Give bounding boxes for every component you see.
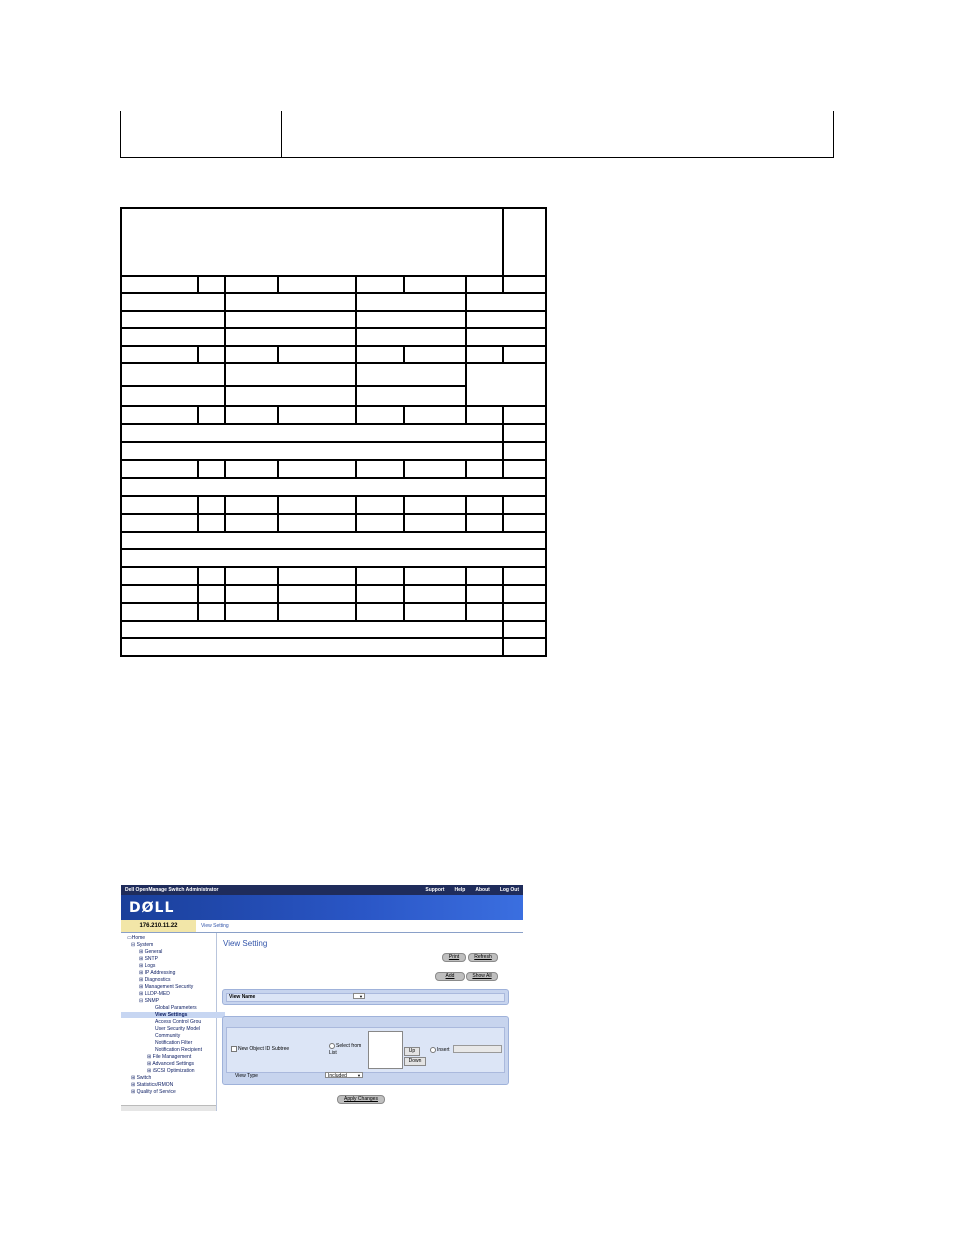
main-panel [217, 933, 523, 1111]
tree-item[interactable] [121, 1054, 191, 1060]
grid-column-line [502, 405, 504, 423]
grid-column-line [502, 345, 504, 362]
tree-item[interactable] [121, 1068, 195, 1074]
app-title: Dell OpenManage Switch Administrator [125, 887, 219, 893]
tree-item-label: Switch [136, 1075, 152, 1081]
insert-label: Insert [437, 1047, 450, 1053]
tree-item[interactable] [121, 956, 158, 962]
plus-icon[interactable]: ⊞ [139, 991, 145, 997]
grid-column-line [224, 292, 226, 345]
plus-icon[interactable]: ⊞ [139, 977, 145, 983]
plus-icon[interactable]: ⊞ [147, 1061, 153, 1067]
tree-item[interactable] [121, 949, 162, 955]
grid-column-line [277, 405, 279, 423]
grid-column-line [502, 207, 504, 275]
tree-item[interactable] [121, 1005, 197, 1011]
tree-item-label: Notification Recipient [155, 1047, 202, 1053]
tree-item[interactable] [121, 1061, 194, 1067]
grid-row-line [122, 385, 465, 387]
grid-row-line [122, 477, 547, 479]
view-type-select[interactable] [325, 1072, 363, 1078]
grid-column-line [403, 275, 405, 292]
grid-row-line [122, 566, 547, 568]
grid-column-line [355, 362, 357, 405]
minus-icon[interactable]: ⊟ [131, 942, 137, 948]
grid-column-line [277, 602, 279, 620]
grid-column-line [403, 405, 405, 423]
help-link[interactable]: Help [454, 887, 466, 893]
up-button[interactable]: Up [404, 1047, 420, 1056]
address-bar [121, 920, 523, 933]
tree-item[interactable] [121, 991, 170, 997]
tree-item[interactable] [121, 942, 153, 948]
grid-column-line [197, 459, 199, 477]
grid-row-line [122, 531, 547, 533]
grid-column-line [224, 275, 226, 292]
grid-column-line [502, 602, 504, 620]
grid-column-line [465, 292, 467, 345]
down-button[interactable]: Down [404, 1057, 426, 1066]
plus-icon[interactable]: ⊞ [131, 1089, 137, 1095]
tree-item[interactable] [121, 970, 175, 976]
view-type-value: Included [328, 1073, 347, 1079]
grid-row-line [122, 441, 547, 443]
grid-row-line [122, 310, 547, 312]
grid-column-line [277, 275, 279, 292]
grid-column-line [502, 275, 504, 292]
grid-column-line [502, 423, 504, 459]
grid-column-line [197, 602, 199, 620]
device-ip: 176.210.11.22 [121, 920, 196, 932]
grid-row-line [122, 548, 547, 550]
tree-item[interactable] [121, 977, 170, 983]
grid-row-line [122, 327, 547, 329]
grid-column-line [502, 459, 504, 477]
plus-icon[interactable]: ⊞ [147, 1068, 153, 1074]
tree-item[interactable] [121, 1026, 200, 1032]
grid-column-line [277, 345, 279, 362]
app-titlebar [121, 885, 523, 895]
grid-column-line [355, 275, 357, 292]
grid-column-line [403, 566, 405, 584]
tree-item[interactable] [121, 1047, 202, 1053]
plus-icon[interactable]: ⊞ [139, 963, 145, 969]
grid-column-line [224, 345, 226, 362]
tree-item-label: View Settings [155, 1012, 188, 1018]
grid-row-line [122, 584, 547, 586]
grid-column-line [277, 584, 279, 602]
tree-item-label: iSCSI Optimization [152, 1068, 195, 1074]
new-subtree-label: New Object ID Subtree [238, 1046, 290, 1052]
grid-column-line [403, 584, 405, 602]
tree-item[interactable] [121, 1033, 180, 1039]
grid-column-line [465, 345, 467, 362]
plus-icon[interactable]: ⊞ [139, 984, 145, 990]
grid-row-line [122, 275, 547, 277]
tree-item-label: Diagnostics [144, 977, 171, 983]
view-name-label: View Name [229, 994, 256, 1000]
tree-item[interactable] [121, 1075, 151, 1081]
grid-column-line [355, 495, 357, 513]
grid-column-line [197, 584, 199, 602]
grid-row-line [122, 637, 547, 639]
grid-column-line [277, 495, 279, 513]
folder-icon[interactable]: ▭ [127, 935, 132, 941]
breadcrumb: View Setting [201, 923, 229, 929]
new-subtree-checkbox[interactable] [231, 1046, 237, 1052]
grid-column-line [197, 495, 199, 513]
tree-item-label: Global Parameters [155, 1005, 197, 1011]
grid-column-line [403, 459, 405, 477]
tree-item[interactable] [121, 1040, 192, 1046]
grid-column-line [403, 602, 405, 620]
tree-item-label: Management Security [144, 984, 194, 990]
tree-item-label: Logs [144, 963, 156, 969]
grid-column-line [197, 275, 199, 292]
tree-item-label: General [144, 949, 163, 955]
select-from-list-label: Select from List [329, 1043, 362, 1056]
grid-column-line [224, 513, 226, 531]
header-links [425, 887, 519, 893]
tree-item-label: Home [131, 935, 146, 941]
tree-item-label: IP Addressing [144, 970, 176, 976]
tree-item-label: Community [155, 1033, 181, 1039]
refresh-button[interactable]: Refresh [468, 953, 498, 962]
plus-icon[interactable]: ⊞ [131, 1075, 137, 1081]
grid-column-line [197, 566, 199, 584]
minus-icon[interactable]: ⊟ [139, 998, 145, 1004]
grid-column-line [465, 275, 467, 292]
embedded-screenshot [121, 885, 523, 1111]
grid-column-line [502, 513, 504, 531]
grid-column-line [224, 405, 226, 423]
subtree-panel [222, 1016, 509, 1085]
chevron-down-icon: ▼ [357, 1073, 361, 1078]
plus-icon[interactable]: ⊞ [139, 970, 145, 976]
tree-item-label: SNTP [144, 956, 158, 962]
brand-banner [121, 895, 523, 920]
tree-item-label: Notification Filter [155, 1040, 193, 1046]
grid-column-line [355, 584, 357, 602]
view-type-label: View Type [235, 1073, 258, 1079]
grid-column-line [355, 405, 357, 423]
grid-column-line [197, 345, 199, 362]
grid-column-line [465, 513, 467, 531]
grid-column-line [355, 602, 357, 620]
grid-column-line [224, 362, 226, 405]
tree-item[interactable] [121, 963, 155, 969]
tree-item-label: Access Control Grou [155, 1019, 202, 1025]
grid-row-line [122, 459, 547, 461]
grid-column-line [502, 584, 504, 602]
print-button[interactable]: Print [442, 953, 466, 962]
grid-column-line [277, 566, 279, 584]
grid-column-line [502, 495, 504, 513]
plus-icon[interactable]: ⊞ [147, 1054, 153, 1060]
show-all-button[interactable]: Show All [466, 972, 498, 981]
dell-logo: DØLL [129, 900, 175, 916]
tree-item-label: LLDP-MED [144, 991, 170, 997]
top-table-strip [120, 111, 834, 158]
tree-item-label: SNMP [144, 998, 160, 1004]
grid-column-line [465, 405, 467, 423]
tree-item-label: Advanced Settings [152, 1061, 195, 1067]
grid-column-line [277, 513, 279, 531]
grid-column-line [465, 566, 467, 584]
grid-row-line [122, 345, 547, 347]
grid-column-line [224, 566, 226, 584]
tree-item[interactable] [121, 1082, 173, 1088]
view-name-panel [222, 989, 509, 1005]
grid-row-line [122, 620, 547, 622]
grid-row-line [122, 405, 547, 407]
grid-column-line [502, 566, 504, 584]
view-name-select[interactable] [353, 993, 365, 999]
about-link[interactable]: About [475, 887, 490, 893]
plus-icon[interactable]: ⊞ [131, 1082, 137, 1088]
grid-column-line [403, 345, 405, 362]
grid-column-line [197, 513, 199, 531]
grid-column-line [355, 513, 357, 531]
grid-row-line [122, 292, 547, 294]
grid-row-line [122, 423, 547, 425]
tree-item[interactable] [121, 984, 193, 990]
view-name-row [226, 993, 505, 1002]
grid-row-line [122, 362, 547, 364]
top-table-divider [281, 111, 282, 157]
grid-column-line [197, 405, 199, 423]
tree-item-label: Statistics/RMON [136, 1082, 174, 1088]
grid-column-line [465, 584, 467, 602]
grid-column-line [465, 362, 467, 405]
grid-row-line [122, 602, 547, 604]
grid-column-line [277, 459, 279, 477]
grid-column-line [355, 345, 357, 362]
tree-item-label: Quality of Service [136, 1089, 176, 1095]
tree-scrollbar[interactable] [121, 1105, 216, 1111]
grid-column-line [224, 459, 226, 477]
navigation-tree [121, 933, 217, 1111]
insert-radio[interactable] [430, 1047, 436, 1053]
tree-item[interactable] [121, 1089, 176, 1095]
tree-item-label: File Management [152, 1054, 192, 1060]
support-link[interactable]: Support [425, 887, 445, 893]
insert-input[interactable] [453, 1045, 502, 1053]
page-title: View Setting [223, 939, 268, 948]
grid-column-line [224, 602, 226, 620]
grid-column-line [465, 459, 467, 477]
logout-link[interactable]: Log Out [499, 887, 519, 893]
grid-column-line [355, 566, 357, 584]
tree-item[interactable] [121, 935, 145, 941]
empty-grid-table [120, 207, 547, 657]
grid-column-line [224, 584, 226, 602]
grid-column-line [502, 620, 504, 655]
chevron-down-icon: ▼ [359, 994, 363, 999]
grid-column-line [403, 513, 405, 531]
tree-item-label: System [136, 942, 154, 948]
oid-listbox[interactable] [368, 1031, 403, 1069]
grid-column-line [224, 495, 226, 513]
grid-column-line [403, 495, 405, 513]
grid-column-line [355, 459, 357, 477]
grid-column-line [355, 292, 357, 345]
grid-column-line [465, 602, 467, 620]
apply-changes-button[interactable]: Apply Changes [337, 1095, 385, 1104]
plus-icon[interactable]: ⊞ [139, 956, 145, 962]
tree-item[interactable] [121, 1019, 201, 1025]
add-button[interactable]: Add [435, 972, 465, 981]
grid-row-line [122, 495, 547, 497]
plus-icon[interactable]: ⊞ [139, 949, 145, 955]
grid-column-line [465, 495, 467, 513]
tree-item[interactable] [121, 998, 159, 1004]
grid-row-line [122, 513, 547, 515]
tree-item[interactable] [121, 1012, 225, 1018]
tree-item-label: User Security Model [155, 1026, 201, 1032]
